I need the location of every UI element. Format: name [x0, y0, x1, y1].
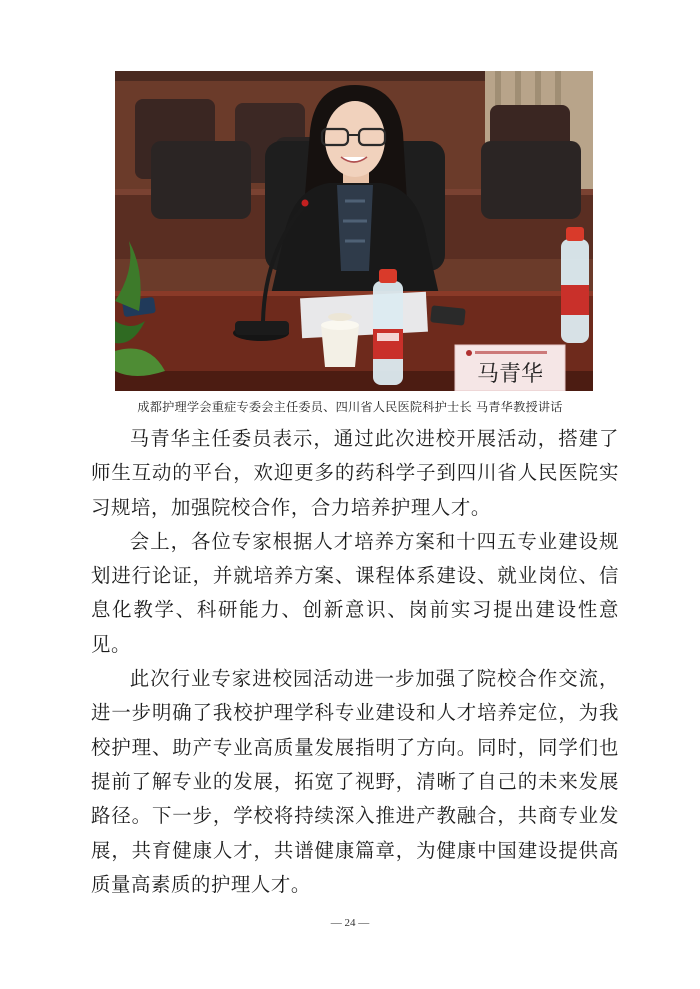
photo-caption: 成都护理学会重症专委会主任委员、四川省人民医院科护士长 马青华教授讲话	[137, 400, 563, 414]
article-body	[91, 422, 619, 902]
speaker-photo-illustration	[115, 71, 593, 391]
speaker-photo	[115, 71, 593, 391]
paragraph-1: 马青华主任委员表示，通过此次进校开展活动，搭建了师生互动的平台，欢迎更多的药科学子到四川省人民医院实习规培，加强院校合作，合力培养护理人才。	[91, 427, 619, 519]
paragraph-3: 此次行业专家进校园活动进一步加强了院校合作交流，进一步明确了我校护理学科专业建设和人才培养定位，为我校护理、助产专业高质量发展指明了方向。同时，同学们也提前了解专业的发展，拓宽了视野，清晰了自己的未来发展路径。下一步，学校将持续深入推进产教融合，共商专业发展，共育健康人才，共谱健康篇章，为健康中国建设提供高质量高素质的护理人才。	[91, 667, 619, 896]
nameplate-name: 马青华	[476, 362, 544, 387]
paragraph-2: 会上，各位专家根据人才培养方案和十四五专业建设规划进行论证，并就培养方案、课程体系建设、就业岗位、信息化教学、科研能力、创新意识、岗前实习提出建设性意见。	[91, 529, 619, 656]
page-number: — 24 —	[330, 917, 370, 929]
